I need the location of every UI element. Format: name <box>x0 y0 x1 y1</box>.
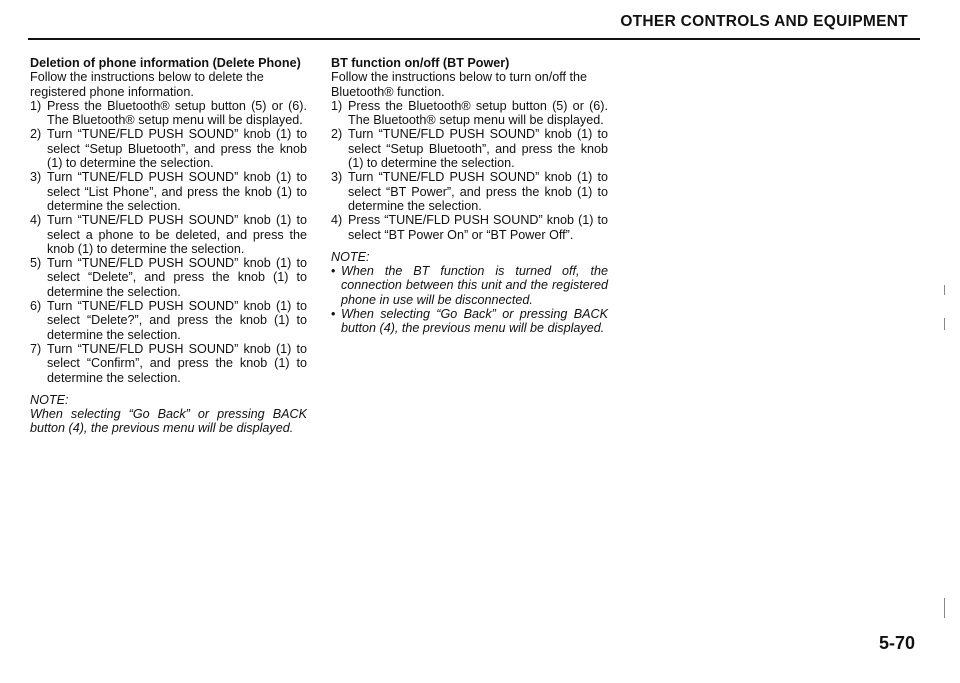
step-item <box>30 213 307 256</box>
step-text: Turn “TUNE/FLD PUSH SOUND” knob (1) to select “Setup Bluetooth”, and press the knob (1) to determine the selection. <box>348 127 608 171</box>
note-list <box>331 264 608 335</box>
step-text: Press the Bluetooth® setup button (5) or (6). The Bluetooth® setup menu will be displayed. <box>348 98 608 128</box>
step-number: 1) <box>331 98 343 113</box>
note-item-text: When the BT function is turned off, the connection between this unit and the registered phone in use will be disconnected. <box>341 264 608 307</box>
edge-mark <box>944 285 945 295</box>
step-item <box>30 99 307 128</box>
step-text: Turn “TUNE/FLD PUSH SOUND” knob (1) to select “List Phone”, and press the knob (1) to determine the selection. <box>47 170 307 213</box>
right-column <box>331 56 608 336</box>
step-number: 1) <box>30 98 42 113</box>
step-item <box>30 299 307 342</box>
step-item <box>30 256 307 299</box>
section-intro: Follow the instructions below to delete the registered phone information. <box>30 70 264 99</box>
step-number: 3) <box>331 170 343 185</box>
step-item <box>30 342 307 385</box>
note-block <box>331 250 608 336</box>
step-text: Turn “TUNE/FLD PUSH SOUND” knob (1) to select “BT Power”, and press the knob (1) to determine the selection. <box>348 170 608 213</box>
step-number: 2) <box>331 127 343 142</box>
note-label: NOTE: <box>331 249 370 264</box>
step-item <box>331 213 608 242</box>
step-item <box>331 127 608 170</box>
step-number: 4) <box>30 213 42 228</box>
steps-list <box>30 99 307 385</box>
note-item <box>331 264 608 307</box>
note-label: NOTE: <box>30 392 69 407</box>
step-number: 6) <box>30 299 42 314</box>
steps-list <box>331 99 608 242</box>
note-item <box>331 307 608 336</box>
note-item-text: When selecting “Go Back” or pressing BACK button (4), the previous menu will be displayed. <box>341 307 608 336</box>
edge-mark <box>944 598 945 618</box>
step-text: Turn “TUNE/FLD PUSH SOUND” knob (1) to select “Delete”, and press the knob (1) to determine the selection. <box>47 256 307 299</box>
bullet-icon: • <box>331 264 336 279</box>
step-number: 4) <box>331 213 343 228</box>
step-text: Turn “TUNE/FLD PUSH SOUND” knob (1) to select “Setup Bluetooth”, and press the knob (1) to determine the selection. <box>47 127 307 171</box>
step-text: Press the Bluetooth® setup button (5) or (6). The Bluetooth® setup menu will be displayed. <box>47 98 307 128</box>
step-text: Press “TUNE/FLD PUSH SOUND” knob (1) to select “BT Power On” or “BT Power Off”. <box>348 213 608 242</box>
header-rule <box>28 38 920 40</box>
left-column <box>30 56 307 436</box>
step-number: 7) <box>30 341 42 356</box>
step-text: Turn “TUNE/FLD PUSH SOUND” knob (1) to select “Confirm”, and press the knob (1) to determine the selection. <box>47 341 307 385</box>
bullet-icon: • <box>331 307 336 322</box>
step-item <box>331 170 608 213</box>
step-text: Turn “TUNE/FLD PUSH SOUND” knob (1) to select “Delete?”, and press the knob (1) to determine the selection. <box>47 299 307 342</box>
edge-mark <box>944 318 945 330</box>
section-title-bt-power: BT function on/off (BT Power) <box>331 56 510 70</box>
section-intro: Follow the instructions below to turn on/off the Bluetooth® function. <box>331 70 587 99</box>
note-text: When selecting “Go Back” or pressing BACK button (4), the previous menu will be displayed. <box>30 407 307 436</box>
step-item <box>30 127 307 170</box>
step-item <box>331 99 608 128</box>
page-number: 5-70 <box>878 633 915 653</box>
step-item <box>30 170 307 213</box>
step-text: Turn “TUNE/FLD PUSH SOUND” knob (1) to select a phone to be deleted, and press the knob (1) to determine the selection. <box>47 213 307 256</box>
step-number: 2) <box>30 127 42 142</box>
step-number: 5) <box>30 256 42 271</box>
note-block <box>30 393 307 436</box>
header-title: OTHER CONTROLS AND EQUIPMENT <box>620 13 908 30</box>
section-title-delete-phone: Deletion of phone information (Delete Phone) <box>30 56 301 70</box>
step-number: 3) <box>30 170 42 185</box>
